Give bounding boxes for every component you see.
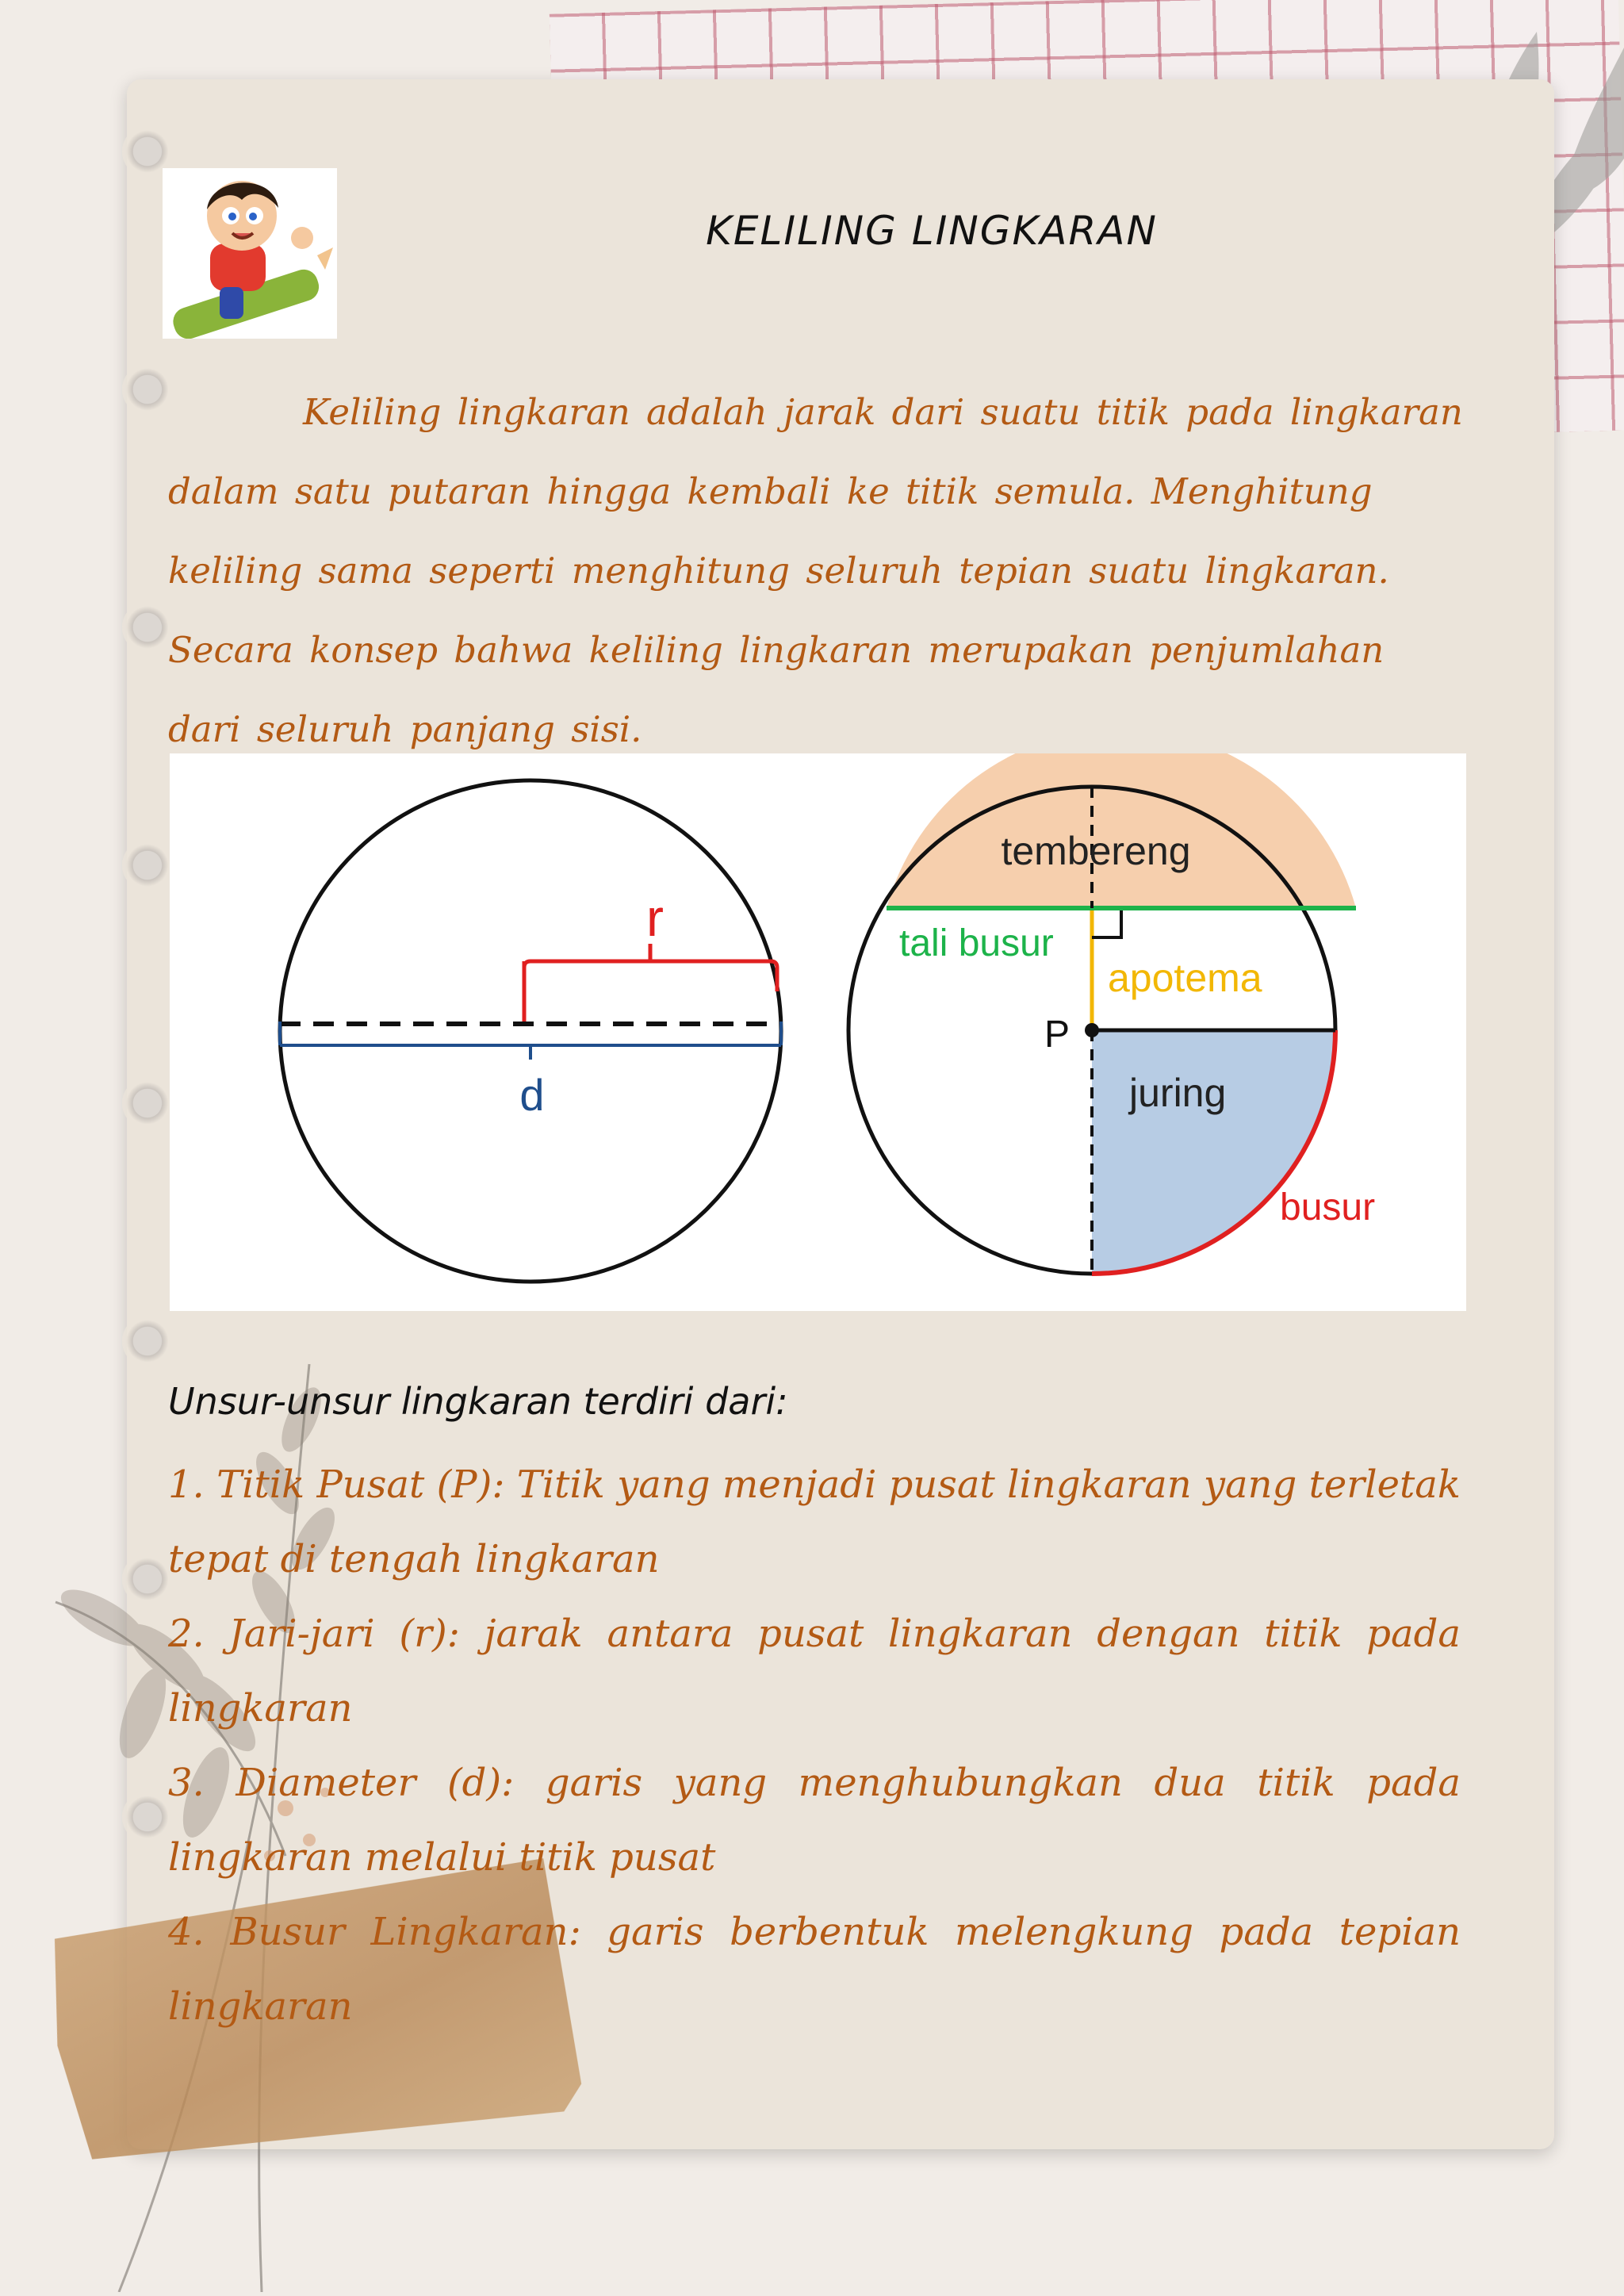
intro-text: Keliling lingkaran adalah jarak dari suatu titik pada lingkaran dalam satu putaran hingga kembali ke titik semula. Menghitung keliling sama seperti menghitung seluruh tepian suatu lingkaran. Secara konsep bahwa keliling lingkaran merupakan penjumlahan dari seluruh panjang sisi. bbox=[168, 391, 1463, 750]
left-circle-outline bbox=[280, 780, 781, 1282]
elements-heading: Unsur-unsur lingkaran terdiri dari: bbox=[168, 1380, 788, 1423]
binder-hole bbox=[122, 603, 168, 652]
apotema-label: apotema bbox=[1108, 956, 1262, 1000]
center-label: P bbox=[1044, 1014, 1070, 1056]
cartoon-boy-pencil-image bbox=[163, 168, 337, 339]
juring-sector bbox=[1092, 1030, 1335, 1274]
binder-hole bbox=[122, 841, 168, 890]
binder-hole bbox=[122, 1079, 168, 1128]
element-item-arc: 4. Busur Lingkaran: garis berbentuk melengkung pada tepian lingkaran bbox=[168, 1910, 1461, 2029]
busur-label: busur bbox=[1280, 1186, 1376, 1228]
element-item-radius: 2. Jari-jari (r): jarak antara pusat lingkaran dengan titik pada lingkaran bbox=[168, 1612, 1461, 1731]
binder-hole bbox=[122, 127, 168, 176]
circle-elements-figure bbox=[170, 753, 1466, 1311]
binder-hole bbox=[122, 365, 168, 414]
juring-label: juring bbox=[1129, 1071, 1227, 1115]
tembereng-label: tembereng bbox=[1001, 829, 1191, 873]
radius-label: r bbox=[646, 888, 664, 947]
center-point bbox=[1085, 1023, 1099, 1037]
page-title: KELILING LINGKARAN bbox=[706, 208, 1158, 254]
cartoon-boy-icon bbox=[163, 168, 337, 339]
element-item-diameter: 3. Diameter (d): garis yang menghubungkan dua titik pada lingkaran melalui titik pusat bbox=[168, 1761, 1461, 1880]
diameter-label: d bbox=[519, 1070, 545, 1120]
elements-list bbox=[168, 1447, 1461, 2044]
tali-busur-label: tali busur bbox=[899, 922, 1054, 964]
element-item-center: 1. Titik Pusat (P): Titik yang menjadi pusat lingkaran yang terletak tepat di tengah lingkaran bbox=[168, 1462, 1461, 1581]
intro-paragraph bbox=[168, 373, 1469, 769]
right-angle-marker bbox=[1092, 910, 1121, 937]
circle-diagram bbox=[170, 753, 1466, 1311]
